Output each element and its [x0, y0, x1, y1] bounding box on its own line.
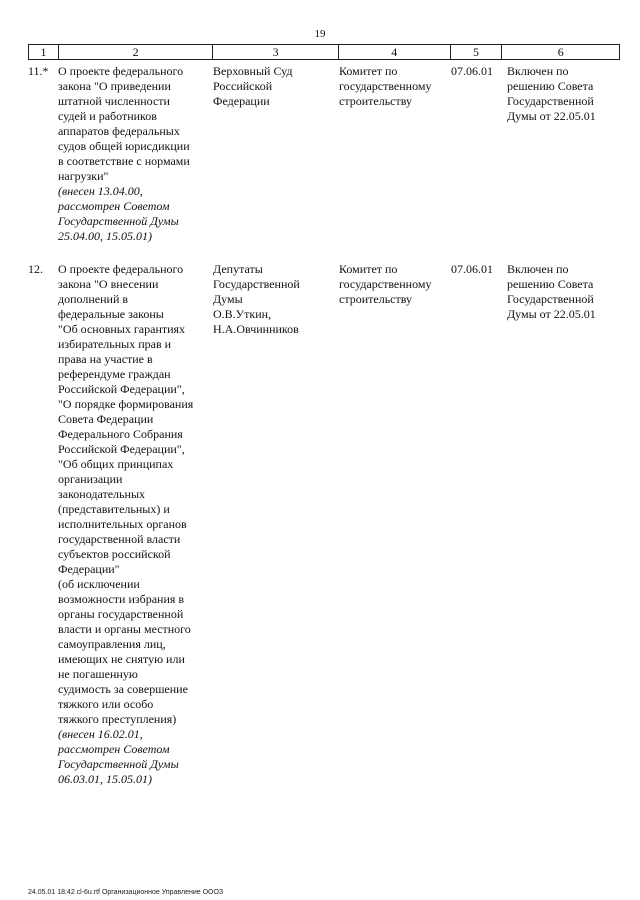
text-line: государственной власти: [58, 532, 181, 546]
inclusion-status: [507, 64, 620, 124]
text-line: Федерации": [58, 562, 120, 576]
text-line: Государственной: [507, 292, 594, 306]
text-line: Российской Федерации",: [58, 442, 185, 456]
text-line: референдуме граждан: [58, 367, 171, 381]
text-line: решению Совета: [507, 277, 594, 291]
text-line: строительству: [339, 292, 412, 306]
text-line: Государственной Думы: [58, 214, 179, 228]
text-line: Верховный Суд: [213, 64, 293, 78]
text-line: Н.А.Овчинников: [213, 322, 299, 336]
text-line: государственному: [339, 79, 432, 93]
text-line: исполнительных органов: [58, 517, 187, 531]
text-line: дополнений в: [58, 292, 129, 306]
bill-author: [213, 262, 339, 337]
bill-author: [213, 64, 339, 109]
text-line: закона "О приведении: [58, 79, 171, 93]
text-line: закона "О внесении: [58, 277, 159, 291]
text-line: решению Совета: [507, 79, 594, 93]
responsible-committee: [339, 262, 451, 307]
text-line: Совета Федерации: [58, 412, 154, 426]
text-line: Федерального Собрания: [58, 427, 183, 441]
text-line: Включен по: [507, 64, 569, 78]
text-line: (внесен 13.04.00,: [58, 184, 143, 198]
text-line: организации: [58, 472, 123, 486]
row-number: 12.: [28, 262, 43, 276]
text-line: имеющих не снятую или: [58, 652, 185, 666]
text-line: рассмотрен Советом: [58, 742, 170, 756]
text-line: законодательных: [58, 487, 145, 501]
page-number: 19: [314, 28, 326, 40]
text-line: О проекте федерального: [58, 64, 184, 78]
text-line: О проекте федерального: [58, 262, 184, 276]
text-line: Федерации: [213, 94, 270, 108]
consideration-date: 07.06.01: [451, 64, 493, 78]
text-line: судимость за совершение: [58, 682, 188, 696]
text-line: 06.03.01, 15.05.01): [58, 772, 152, 786]
text-line: возможности избрания в: [58, 592, 185, 606]
text-line: Думы: [213, 292, 243, 306]
text-line: в соответствие с нормами: [58, 154, 190, 168]
text-line: "Об основных гарантиях: [58, 322, 186, 336]
table-header: [28, 44, 620, 60]
text-line: штатной численности: [58, 94, 170, 108]
text-line: (об исключении: [58, 577, 140, 591]
text-line: Государственной Думы: [58, 757, 179, 771]
text-line: (внесен 16.02.01,: [58, 727, 143, 741]
text-line: государственному: [339, 277, 432, 291]
text-line: (представительных) и: [58, 502, 170, 516]
text-line: Комитет по: [339, 262, 398, 276]
text-line: Российской: [213, 79, 273, 93]
column-header-2: 2: [59, 45, 213, 59]
responsible-committee: [339, 64, 451, 109]
column-header-1: 1: [29, 45, 59, 59]
text-line: "О порядке формирования: [58, 397, 194, 411]
text-line: Включен по: [507, 262, 569, 276]
text-line: Комитет по: [339, 64, 398, 78]
text-line: О.В.Уткин,: [213, 307, 272, 321]
text-line: Государственной: [213, 277, 300, 291]
bill-title: [58, 262, 213, 787]
text-line: самоуправления лиц,: [58, 637, 166, 651]
text-line: права на участие в: [58, 352, 153, 366]
text-line: рассмотрен Советом: [58, 199, 170, 213]
text-line: избирательных прав и: [58, 337, 172, 351]
text-line: тяжкого или особо: [58, 697, 154, 711]
column-header-5: 5: [451, 45, 503, 59]
text-line: не погашенную: [58, 667, 138, 681]
text-line: Думы от 22.05.01: [507, 109, 596, 123]
text-line: органы государственной: [58, 607, 184, 621]
text-line: "Об общих принципах: [58, 457, 174, 471]
text-line: судов общей юрисдикции: [58, 139, 190, 153]
text-line: строительству: [339, 94, 412, 108]
consideration-date: 07.06.01: [451, 262, 493, 276]
text-line: нагрузки": [58, 169, 109, 183]
column-header-3: 3: [213, 45, 339, 59]
bill-title: [58, 64, 213, 244]
text-line: федеральные законы: [58, 307, 164, 321]
text-line: аппаратов федеральных: [58, 124, 180, 138]
document-footer: 24.05.01 18:42 cl-6u.rtf Организационное Управление ОООЗ: [28, 889, 224, 896]
text-line: 25.04.00, 15.05.01): [58, 229, 152, 243]
text-line: власти и органы местного: [58, 622, 191, 636]
column-header-6: 6: [557, 45, 564, 59]
text-line: субъектов российской: [58, 547, 171, 561]
inclusion-status: [507, 262, 620, 322]
row-number: 11.*: [28, 64, 49, 78]
text-line: Российской Федерации",: [58, 382, 185, 396]
column-header-4: 4: [339, 45, 451, 59]
text-line: Депутаты: [213, 262, 263, 276]
text-line: Думы от 22.05.01: [507, 307, 596, 321]
text-line: судей и работников: [58, 109, 157, 123]
text-line: Государственной: [507, 94, 594, 108]
text-line: тяжкого преступления): [58, 712, 177, 726]
